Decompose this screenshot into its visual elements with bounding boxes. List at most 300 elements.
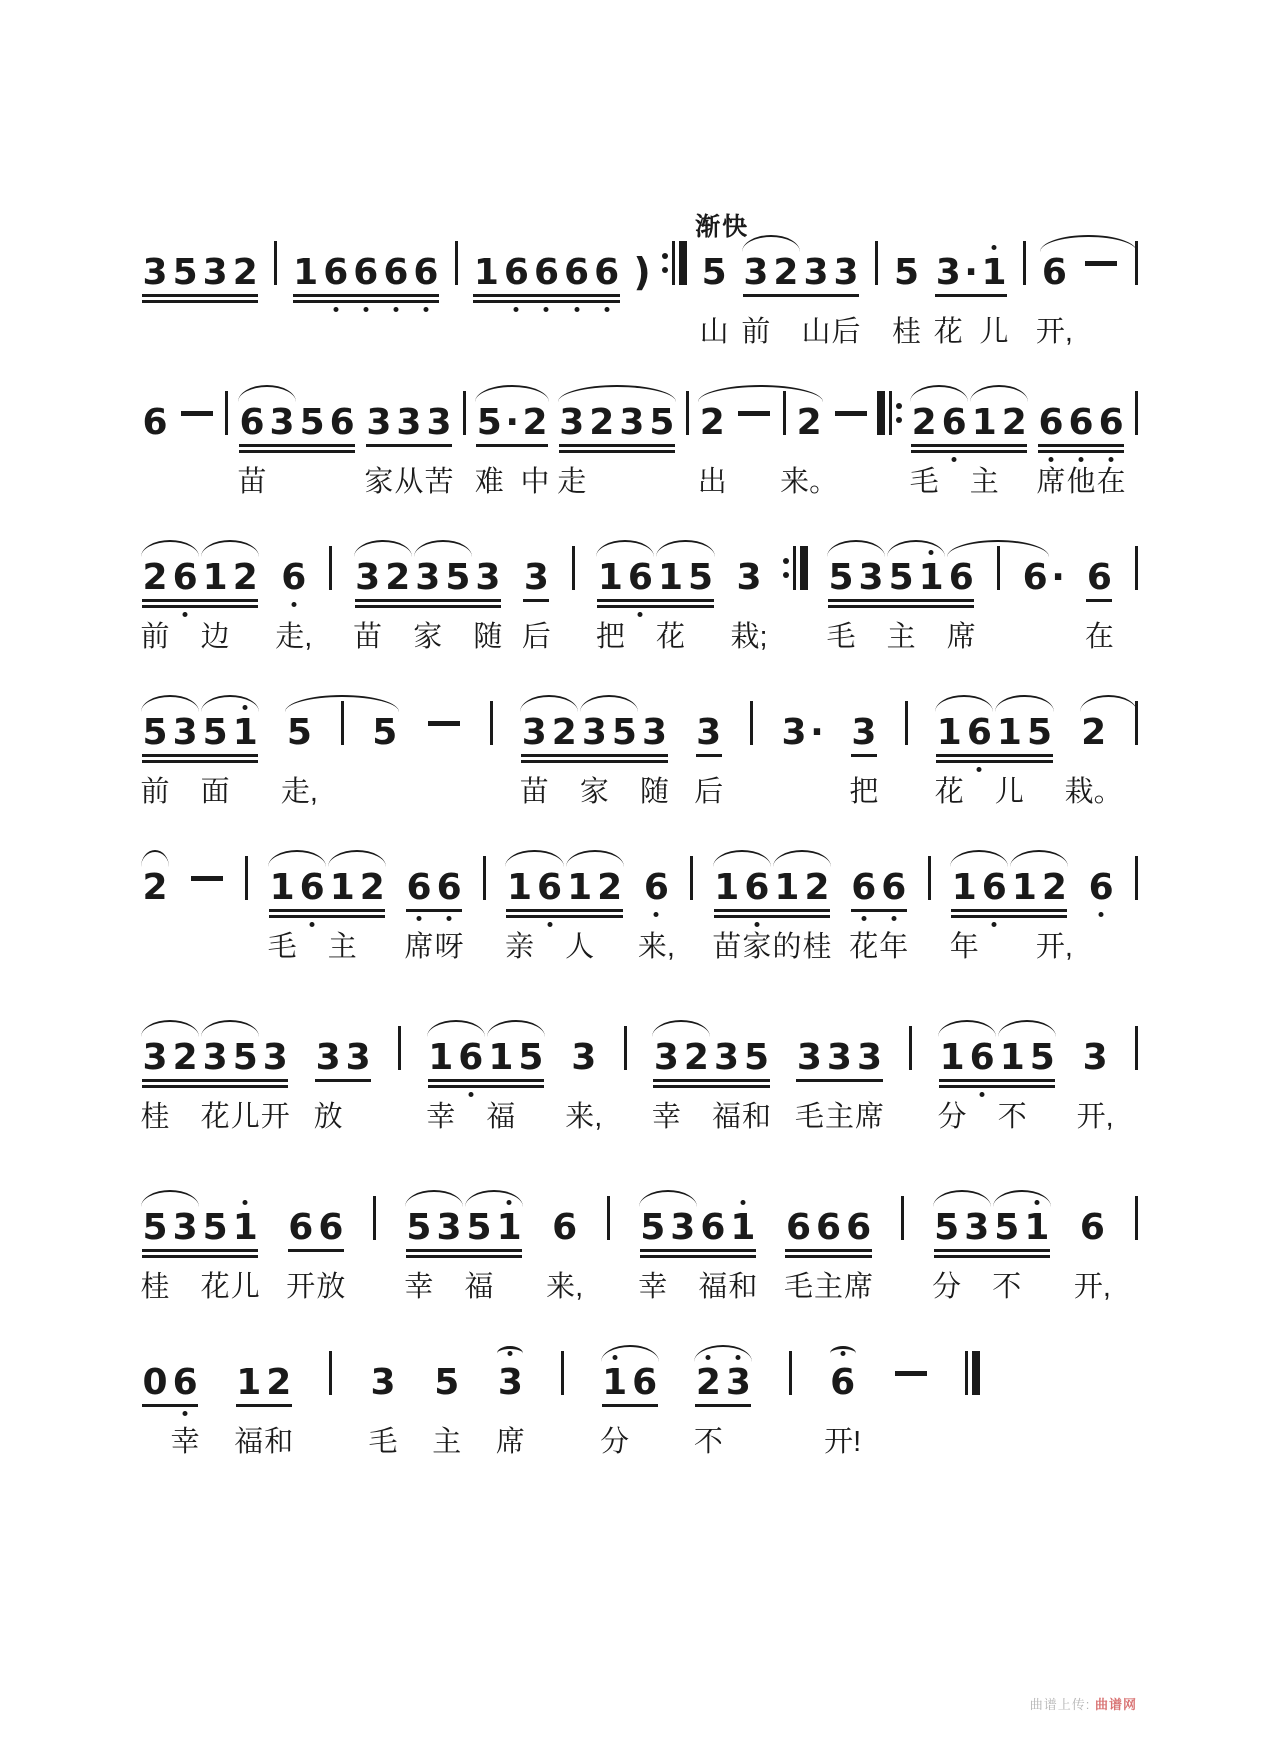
note-group xyxy=(849,867,909,908)
lyric-syllable: 分 xyxy=(600,1426,630,1458)
barline xyxy=(561,1351,564,1395)
note-char: 1 xyxy=(567,867,593,908)
lyric-syllable: 主 xyxy=(814,1271,844,1303)
note-char: 6 xyxy=(641,870,671,906)
paren: ) xyxy=(633,250,651,294)
slur-arc xyxy=(910,385,968,402)
barline xyxy=(1135,546,1138,590)
slur-arc xyxy=(993,1190,1051,1207)
beam-line xyxy=(828,605,974,608)
note-group xyxy=(504,867,624,908)
note-char: 3 xyxy=(345,1037,371,1078)
note-char: 3 xyxy=(1082,1037,1108,1078)
lyric-syllable: 福 xyxy=(464,1271,494,1303)
note-char: 1 xyxy=(999,1037,1025,1078)
slur-arc xyxy=(950,850,1008,867)
note-char: 6 xyxy=(1096,405,1126,441)
note-group xyxy=(557,402,677,443)
lyric-syllable: 前 xyxy=(741,316,771,348)
lyric-syllable: 主 xyxy=(824,1101,854,1133)
note-char: 3 xyxy=(523,557,549,598)
note-char: 6 xyxy=(828,1365,858,1401)
lyric-syllable: 面 xyxy=(200,776,230,808)
slur-arc xyxy=(639,1190,697,1207)
note-char: 5 xyxy=(744,1037,770,1078)
lyric-syllable: 和 xyxy=(264,1426,294,1458)
note-group xyxy=(519,712,669,753)
note-group xyxy=(828,1362,858,1403)
beam-line xyxy=(406,909,462,912)
note-char: 6 xyxy=(321,255,351,291)
beam-line xyxy=(288,1249,344,1252)
octave-dot-low-icon xyxy=(417,916,422,921)
lyric-syllable: 儿 xyxy=(994,776,1024,808)
note-char: 6 xyxy=(552,1207,578,1248)
note-char: · xyxy=(1051,557,1065,598)
note-group xyxy=(140,712,260,753)
note-char: 3 xyxy=(641,712,668,753)
lyric-syllable: 福 xyxy=(711,1101,742,1133)
beam-line xyxy=(236,1404,292,1407)
note-char: 6 xyxy=(501,255,531,291)
note-char: 6 xyxy=(1036,405,1066,441)
beam-line xyxy=(828,599,974,602)
slur-arc xyxy=(947,540,1049,557)
lyric-syllable: 儿 xyxy=(979,316,1009,348)
slur-arc xyxy=(652,1020,710,1037)
lyric-syllable: 呀 xyxy=(434,931,464,963)
lyric-syllable: 年 xyxy=(949,931,979,963)
notes-row xyxy=(140,385,1140,441)
lyric-syllable: 栽; xyxy=(730,621,768,653)
beam-line xyxy=(935,294,1007,297)
slur-arc xyxy=(268,850,326,867)
beam-line xyxy=(696,754,722,757)
note-group xyxy=(404,867,464,908)
note-char: 5 xyxy=(640,1207,666,1248)
beam-line xyxy=(936,760,1052,763)
lyric-syllable: 花 xyxy=(849,931,879,963)
note-char: 1 xyxy=(996,712,1022,753)
note-char: 3 xyxy=(436,1207,462,1248)
lyric-syllable: 席 xyxy=(404,931,434,963)
note-char: 6 xyxy=(979,870,1009,906)
slur-arc xyxy=(970,385,1028,402)
note-group xyxy=(353,557,503,598)
note-char: 1 xyxy=(979,255,1009,291)
slur-arc xyxy=(742,235,800,252)
note-char: 6 xyxy=(1086,870,1116,906)
lyrics-row xyxy=(140,924,1140,964)
beam-line xyxy=(142,1249,258,1252)
note-group xyxy=(569,1037,599,1078)
lyric-syllable: 幸 xyxy=(651,1101,681,1133)
beam-line xyxy=(939,1085,1055,1088)
note-char: 6 xyxy=(329,402,355,443)
note-char: 5 xyxy=(372,712,398,753)
note-char: 3 xyxy=(736,557,762,598)
beam-line xyxy=(506,909,622,912)
slur-arc xyxy=(414,540,472,557)
note-char: 3 xyxy=(315,1037,341,1078)
note-group xyxy=(140,1207,260,1248)
note-group xyxy=(1039,252,1069,293)
beam-line xyxy=(521,754,667,757)
notes-row xyxy=(140,850,1140,906)
notes-row xyxy=(140,540,1140,596)
beam-line xyxy=(406,1255,522,1258)
lyric-syllable: 不 xyxy=(693,1426,723,1458)
beam-line xyxy=(1086,599,1112,602)
note-char: 3 xyxy=(202,252,228,293)
note-char: 5 xyxy=(1026,712,1052,753)
lyric-syllable: 难 xyxy=(474,466,504,498)
lyric-syllable: 走, xyxy=(275,621,313,653)
note-char: 5 xyxy=(611,712,637,753)
beam-line xyxy=(428,1085,544,1088)
lyric-syllable: 亲 xyxy=(504,931,535,963)
slur-arc xyxy=(520,695,578,712)
barline xyxy=(483,856,486,900)
slur-arc xyxy=(935,695,993,712)
note-char: 6 xyxy=(535,870,565,906)
lyric-syllable: 家 xyxy=(579,776,609,808)
note-group xyxy=(783,1207,873,1248)
beam-line xyxy=(142,760,258,763)
note-char: 3 xyxy=(142,252,168,293)
lyric-syllable: 儿 xyxy=(230,1101,260,1133)
beam-line xyxy=(521,760,667,763)
note-char: 6 xyxy=(562,255,592,291)
note-char: 3 xyxy=(581,712,607,753)
note-group xyxy=(909,402,1029,443)
barline xyxy=(1135,391,1138,435)
watermark-site-text: 曲谱网 xyxy=(1094,1697,1137,1712)
barline xyxy=(901,1196,904,1240)
lyric-syllable: 席 xyxy=(855,1101,885,1133)
lyric-syllable: 毛 xyxy=(783,1271,813,1303)
note-char: 1 xyxy=(774,867,800,908)
lyric-syllable: 福 xyxy=(698,1271,728,1303)
beam-line xyxy=(714,915,830,918)
note-char: 3 xyxy=(142,1037,168,1078)
beam-line xyxy=(934,1255,1050,1258)
note-group xyxy=(1020,557,1066,598)
lyrics-row xyxy=(140,769,1140,809)
octave-dot-high-icon xyxy=(740,1200,745,1205)
lyrics-row xyxy=(140,1419,980,1459)
notes-row xyxy=(140,1345,980,1401)
lyric-syllable: 来, xyxy=(637,931,675,963)
repeat-end-sign xyxy=(662,241,687,285)
note-char: 3 xyxy=(935,252,961,293)
note-char: 6 xyxy=(1041,252,1067,293)
barline xyxy=(607,1196,610,1240)
note-char: 5 xyxy=(142,1207,168,1248)
lyric-syllable: 家 xyxy=(364,466,394,498)
slur-arc xyxy=(141,1190,199,1207)
fermata-icon xyxy=(830,1346,856,1361)
note-char: 6 xyxy=(849,870,879,906)
note-char: 6 xyxy=(318,1207,344,1248)
note-char: 3 xyxy=(415,557,441,598)
lyric-syllable: 席 xyxy=(946,621,976,653)
lyric-syllable: 后 xyxy=(831,316,861,348)
lyric-syllable: 分 xyxy=(932,1271,962,1303)
lyric-syllable: 他 xyxy=(1066,466,1096,498)
barline xyxy=(686,391,689,435)
note-char: 3 xyxy=(713,1037,740,1078)
note-char: 1 xyxy=(916,560,946,596)
note-char: 6 xyxy=(592,255,622,291)
note-char: 3 xyxy=(262,1037,288,1078)
note-char: 6 xyxy=(381,255,411,291)
slur-arc xyxy=(596,540,654,557)
note-char: 6 xyxy=(948,557,974,598)
note-group xyxy=(284,712,314,753)
note-char: 5 xyxy=(888,557,914,598)
notes-row xyxy=(140,1190,1140,1246)
note-char: 0 xyxy=(142,1362,168,1403)
slur-arc xyxy=(354,540,412,557)
lyric-syllable: 桂 xyxy=(140,1271,170,1303)
note-group xyxy=(1036,402,1126,443)
barline xyxy=(624,1026,627,1070)
beam-line xyxy=(559,450,675,453)
notes-row xyxy=(140,213,1140,294)
note-char: 1 xyxy=(728,1210,758,1246)
lyric-syllable: 随 xyxy=(473,621,503,653)
repeat-start-sign xyxy=(877,391,902,435)
note-char: 6 xyxy=(239,402,265,443)
music-system xyxy=(140,540,1140,653)
note-char: 3 xyxy=(619,402,645,443)
lyric-syllable: 花 xyxy=(200,1101,230,1133)
slur-arc xyxy=(141,850,169,867)
note-char: 6 xyxy=(964,715,994,751)
watermark-gray-text: 曲谱上传: xyxy=(1029,1697,1091,1712)
beam-line xyxy=(355,605,501,608)
note-char: 6 xyxy=(297,870,327,906)
lyric-syllable: 开, xyxy=(1035,316,1073,348)
note-group xyxy=(521,557,551,598)
lyric-syllable: 席 xyxy=(844,1271,874,1303)
note-char: 2 xyxy=(683,1037,709,1078)
beam-line xyxy=(142,1085,288,1088)
note-group xyxy=(279,557,309,598)
note-group xyxy=(697,402,727,443)
note-char: 3 xyxy=(172,1207,198,1248)
lyric-syllable: 苗 xyxy=(237,466,267,498)
note-char: 3 xyxy=(833,252,859,293)
barline xyxy=(928,856,931,900)
note-char: 6 xyxy=(632,1362,658,1403)
lyric-syllable: 开, xyxy=(1073,1271,1111,1303)
beam-line xyxy=(142,1079,288,1082)
dash-note xyxy=(738,411,770,416)
note-char: 6 xyxy=(700,1207,726,1248)
beam-line xyxy=(939,1079,1055,1082)
lyric-syllable: 苗 xyxy=(353,621,383,653)
lyric-syllable: 毛 xyxy=(368,1426,398,1458)
slur-arc xyxy=(328,850,386,867)
lyric-syllable: 桂 xyxy=(140,1101,170,1133)
note-char: 5 xyxy=(476,402,502,443)
lyric-syllable: 不 xyxy=(997,1101,1027,1133)
music-system xyxy=(140,850,1140,963)
lyric-syllable: 后 xyxy=(521,621,551,653)
note-char: 2 xyxy=(693,1365,723,1401)
lyric-syllable: 花 xyxy=(934,776,964,808)
note-group xyxy=(932,1207,1052,1248)
beam-line xyxy=(597,605,713,608)
lyric-syllable: 和 xyxy=(728,1271,758,1303)
beam-line xyxy=(473,300,619,303)
slur-arc xyxy=(827,540,885,557)
slur-arc xyxy=(558,385,676,402)
note-char: 5 xyxy=(701,252,727,293)
lyric-syllable: 主 xyxy=(886,621,916,653)
note-char: 6 xyxy=(288,1207,314,1248)
lyric-syllable: 分 xyxy=(937,1101,967,1133)
note-char: 5 xyxy=(172,252,198,293)
lyric-syllable: 开, xyxy=(1035,931,1073,963)
slur-arc xyxy=(505,850,563,867)
music-system xyxy=(140,1190,1140,1303)
note-char: 6 xyxy=(351,255,381,291)
note-char: 1 xyxy=(936,712,962,753)
note-char: 3 xyxy=(653,1037,679,1078)
lyric-syllable: 走 xyxy=(557,466,587,498)
beam-line xyxy=(142,1404,198,1407)
lyric-syllable: 在 xyxy=(1084,621,1114,653)
note-group xyxy=(140,1037,290,1078)
notes-row xyxy=(140,695,1140,751)
barline xyxy=(750,701,753,745)
music-system xyxy=(140,213,1140,348)
note-char: 1 xyxy=(971,402,997,443)
note-char: 6 xyxy=(279,560,309,596)
note-char: 6 xyxy=(967,1040,997,1076)
note-group xyxy=(234,1362,294,1403)
lyrics-row xyxy=(140,614,1140,654)
note-char: 6 xyxy=(939,405,969,441)
lyric-syllable: 开 xyxy=(286,1271,316,1303)
note-char: 3 xyxy=(858,557,884,598)
note-char: 6 xyxy=(170,1365,200,1401)
dash-note xyxy=(1085,261,1117,266)
note-char: 6 xyxy=(434,870,464,906)
slur-arc xyxy=(201,540,259,557)
note-char: 5 xyxy=(202,1207,228,1248)
note-char: 3 xyxy=(803,252,829,293)
lyric-syllable: 和 xyxy=(742,1101,772,1133)
fermata-icon xyxy=(497,1346,523,1361)
note-char: 2 xyxy=(232,557,258,598)
repeat-dots xyxy=(896,391,902,435)
dash-note xyxy=(428,721,460,726)
octave-dot-low-icon xyxy=(891,916,896,921)
note-char: 1 xyxy=(202,557,228,598)
slur-arc xyxy=(141,1020,199,1037)
note-char: 1 xyxy=(951,867,977,908)
slur-arc xyxy=(475,385,549,402)
note-group xyxy=(779,712,825,753)
slur-arc xyxy=(656,540,714,557)
lyric-syllable: 毛 xyxy=(794,1101,824,1133)
beam-line xyxy=(951,909,1067,912)
lyric-syllable: 席 xyxy=(495,1426,525,1458)
lyric-syllable: 苗 xyxy=(712,931,742,963)
barline xyxy=(373,1196,376,1240)
beam-line xyxy=(951,915,1067,918)
lyric-syllable: 把 xyxy=(595,621,625,653)
beam-line xyxy=(911,450,1027,453)
note-char: 1 xyxy=(494,1210,524,1246)
lyric-syllable: 毛 xyxy=(909,466,939,498)
note-group xyxy=(474,402,550,443)
note-char: 3 xyxy=(856,1037,883,1078)
beam-line xyxy=(785,1249,871,1252)
beam-line xyxy=(293,300,439,303)
note-char: 3 xyxy=(826,1037,852,1078)
beam-line xyxy=(406,1249,522,1252)
beam-line xyxy=(597,599,713,602)
beam-line xyxy=(142,294,258,297)
beam-line xyxy=(142,599,258,602)
lyric-syllable: 后 xyxy=(694,776,724,808)
octave-dot-low-icon xyxy=(861,916,866,921)
lyric-syllable: 栽。 xyxy=(1064,776,1123,808)
beam-line xyxy=(714,909,830,912)
lyric-syllable: 走, xyxy=(280,776,318,808)
note-char: 3 xyxy=(355,557,381,598)
note-char: 3 xyxy=(851,712,877,753)
beam-line xyxy=(366,444,452,447)
note-char: 2 xyxy=(142,867,168,908)
lyric-syllable: 家 xyxy=(742,931,772,963)
note-char: 3 xyxy=(370,1362,396,1403)
note-char: 2 xyxy=(142,557,168,598)
note-char: 3 xyxy=(475,557,501,598)
barline xyxy=(1135,1026,1138,1070)
slur-arc xyxy=(141,695,199,712)
note-char: 5 xyxy=(434,1362,460,1403)
beam-line xyxy=(1038,444,1124,447)
note-char: 6 xyxy=(142,402,168,443)
note-char: 1 xyxy=(597,557,623,598)
slur-arc xyxy=(938,1020,996,1037)
note-group xyxy=(291,252,441,293)
lyrics-row xyxy=(140,1094,1140,1134)
note-char: 6 xyxy=(1022,557,1048,598)
slur-arc xyxy=(933,1190,991,1207)
lyric-syllable: 福 xyxy=(234,1426,264,1458)
slur-arc xyxy=(998,1020,1056,1037)
note-group xyxy=(237,402,357,443)
lyric-syllable: 幸 xyxy=(170,1426,200,1458)
note-char: 3 xyxy=(696,712,722,753)
note-char: 6 xyxy=(1079,1207,1105,1248)
lyric-syllable: 年 xyxy=(879,931,909,963)
lyric-syllable: 从 xyxy=(394,466,424,498)
note-group xyxy=(1084,557,1114,598)
lyric-syllable: 幸 xyxy=(638,1271,668,1303)
barline xyxy=(398,1026,401,1070)
note-char: 1 xyxy=(506,867,533,908)
beam-line xyxy=(142,754,258,757)
octave-dot-low-icon xyxy=(291,602,296,607)
